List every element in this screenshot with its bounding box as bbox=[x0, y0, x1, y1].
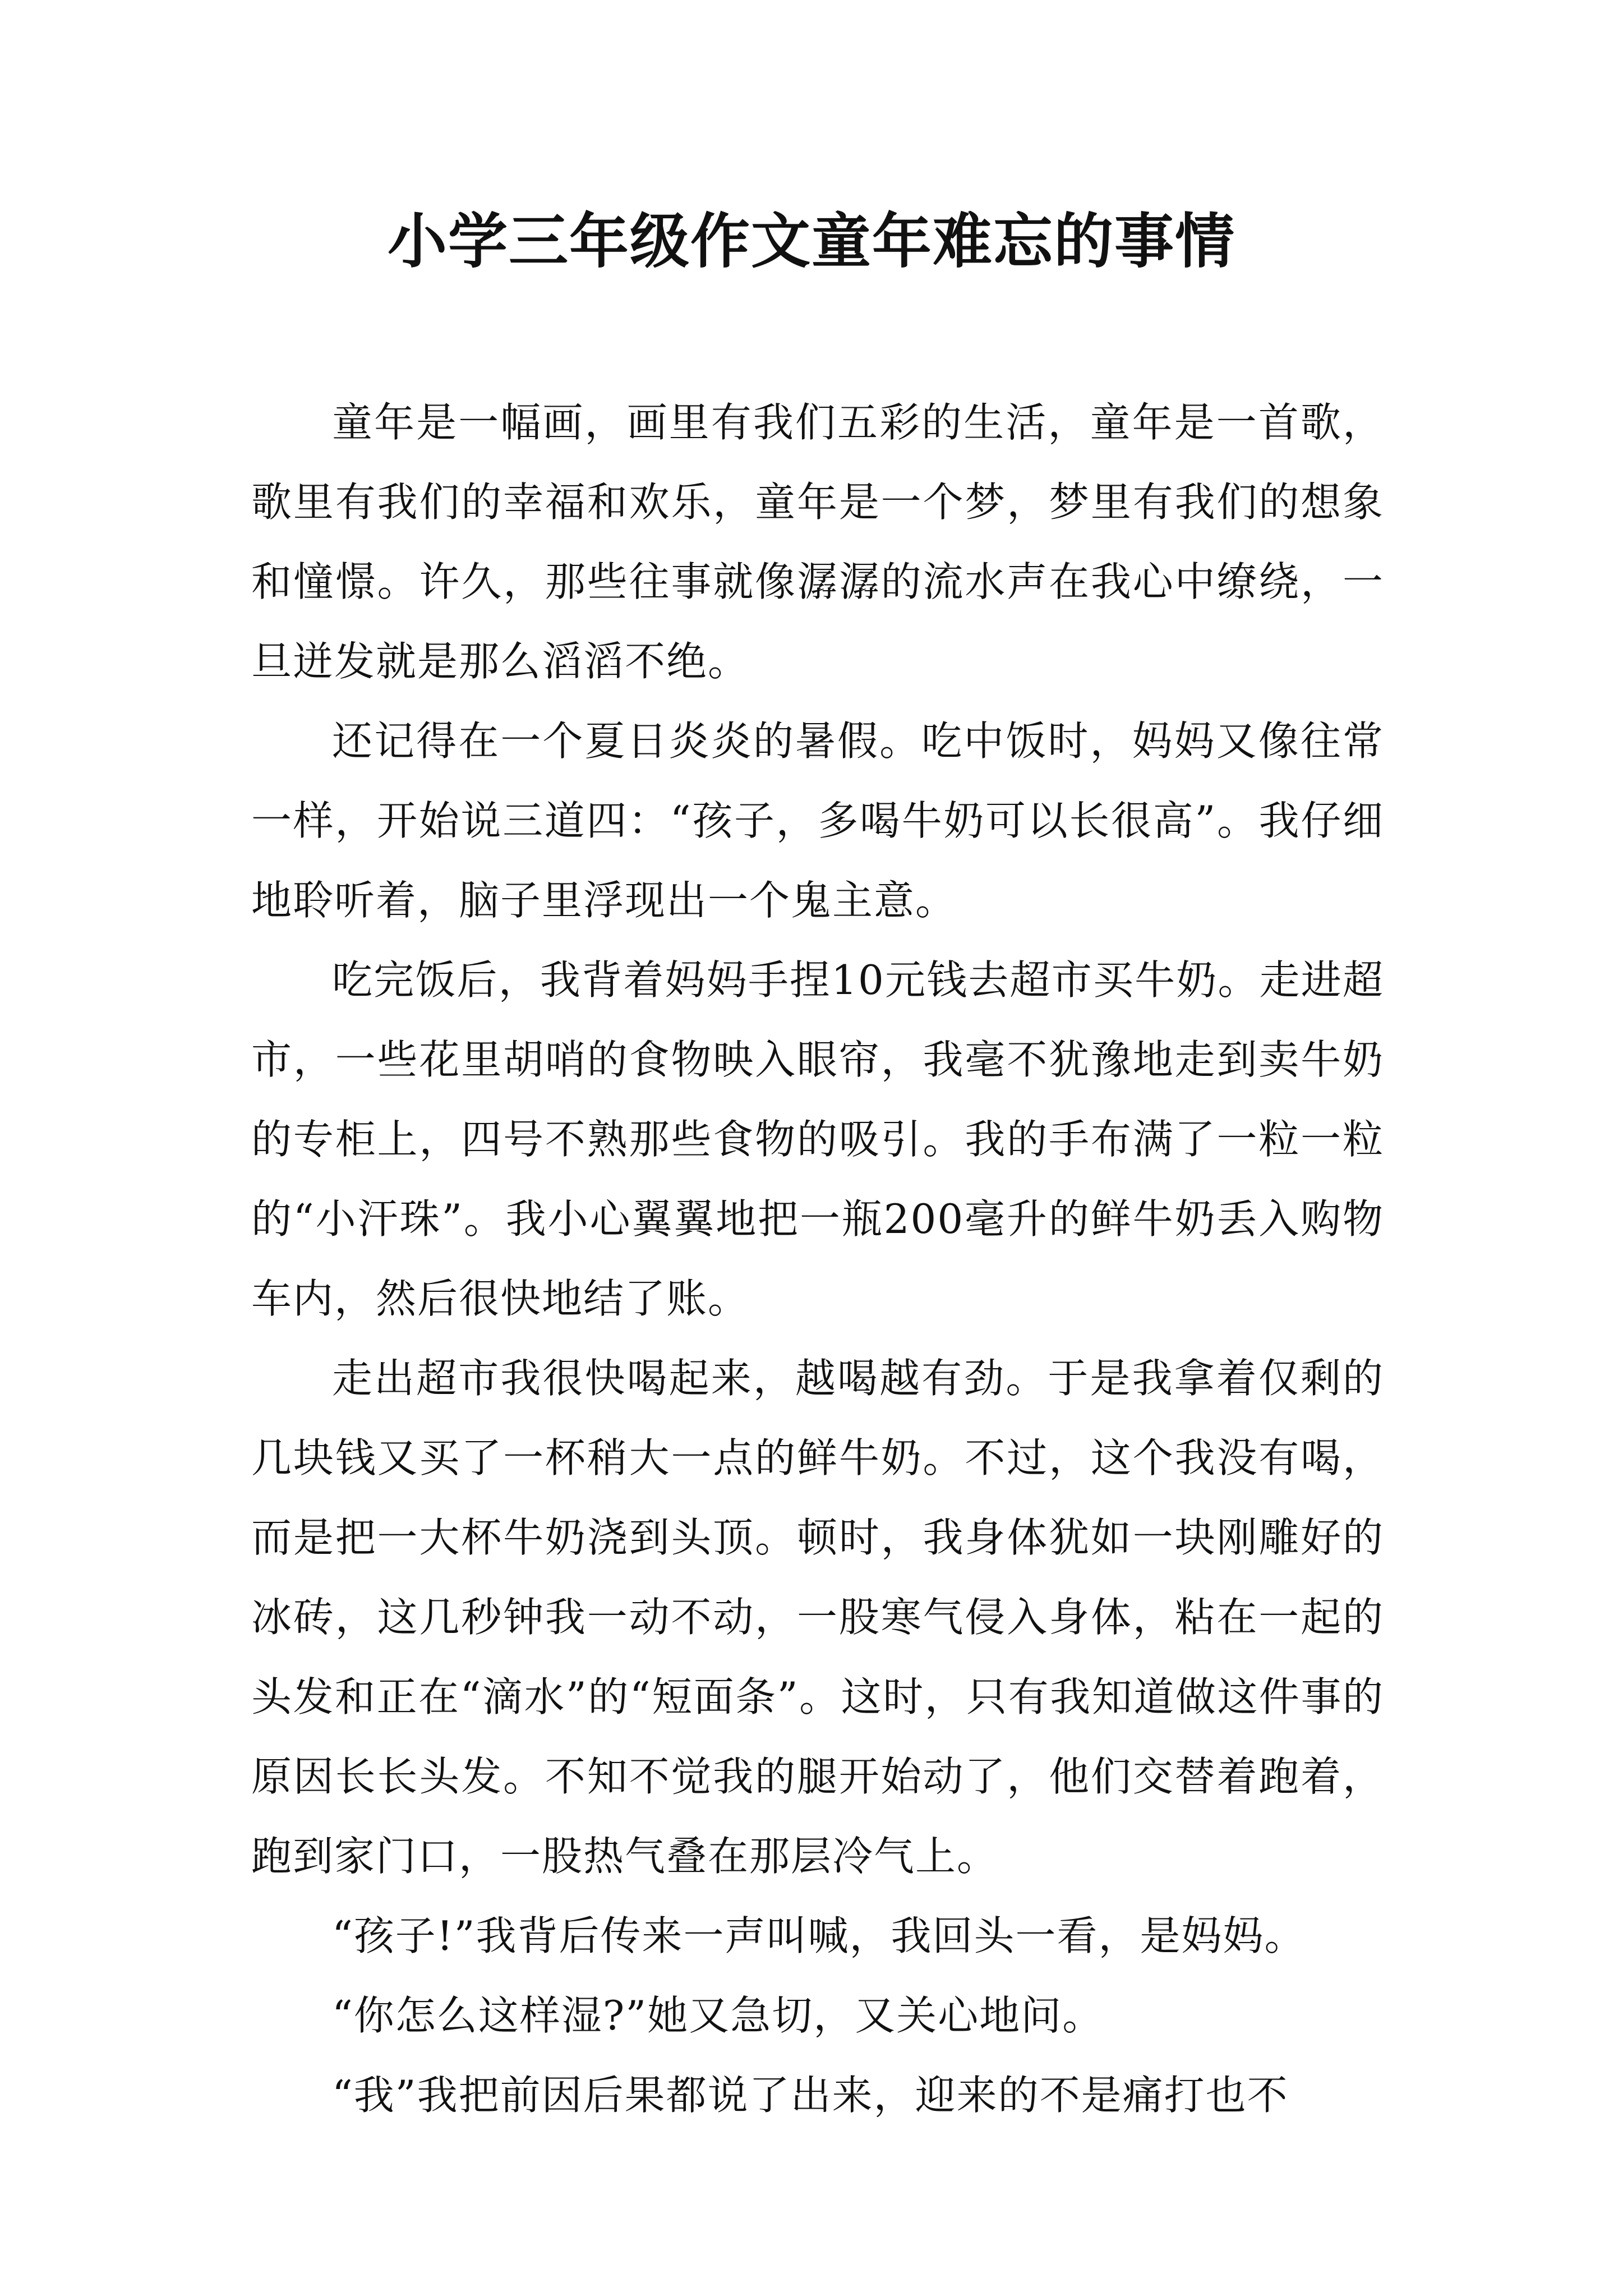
document-title: 小学三年级作文童年难忘的事情 bbox=[388, 206, 1235, 276]
paragraph-3: 吃完饭后，我背着妈妈手捏10元钱去超市买牛奶。走进超市，一些花里胡哨的食物映入眼帘，我毫不犹豫地走到卖牛奶的专柜上，四号不熟那些食物的吸引。我的手布满了一粒一粒的“小汗珠”。我小心翼翼地把一瓶200毫升的鲜牛奶丢入购物车内，然后很快地结了账。 bbox=[251, 956, 1384, 1322]
paragraph-1: 童年是一幅画，画里有我们五彩的生活，童年是一首歌，歌里有我们的幸福和欢乐，童年是一个梦，梦里有我们的想象和憧憬。许久，那些往事就像潺潺的流水声在我心中缭绕，一旦迸发就是那么滔滔不绝。 bbox=[251, 399, 1384, 685]
document-body bbox=[251, 383, 1384, 2135]
paragraph-4: 走出超市我很快喝起来，越喝越有劲。于是我拿着仅剩的几块钱又买了一杯稍大一点的鲜牛奶。不过，这个我没有喝，而是把一大杯牛奶浇到头顶。顿时，我身体犹如一块刚雕好的冰砖，这几秒钟我一动不动，一股寒气侵入身体，粘在一起的头发和正在“滴水”的“短面条”。这时，只有我知道做这件事的原因长长头发。不知不觉我的腿开始动了，他们交替着跑着，跑到家门口，一股热气叠在那层冷气上。 bbox=[251, 1355, 1384, 1880]
paragraph-5: “孩子!”我背后传来一声叫喊，我回头一看，是妈妈。 bbox=[332, 1912, 1306, 1959]
paragraph-7: “我”我把前因后果都说了出来，迎来的不是痛打也不 bbox=[332, 2072, 1289, 2119]
paragraph-2: 还记得在一个夏日炎炎的暑假。吃中饭时，妈妈又像往常一样，开始说三道四：“孩子，多喝牛奶可以长很高”。我仔细地聆听着，脑子里浮现出一个鬼主意。 bbox=[251, 717, 1384, 924]
paragraph-6: “你怎么这样湿?”她又急切，又关心地问。 bbox=[332, 1992, 1104, 2039]
